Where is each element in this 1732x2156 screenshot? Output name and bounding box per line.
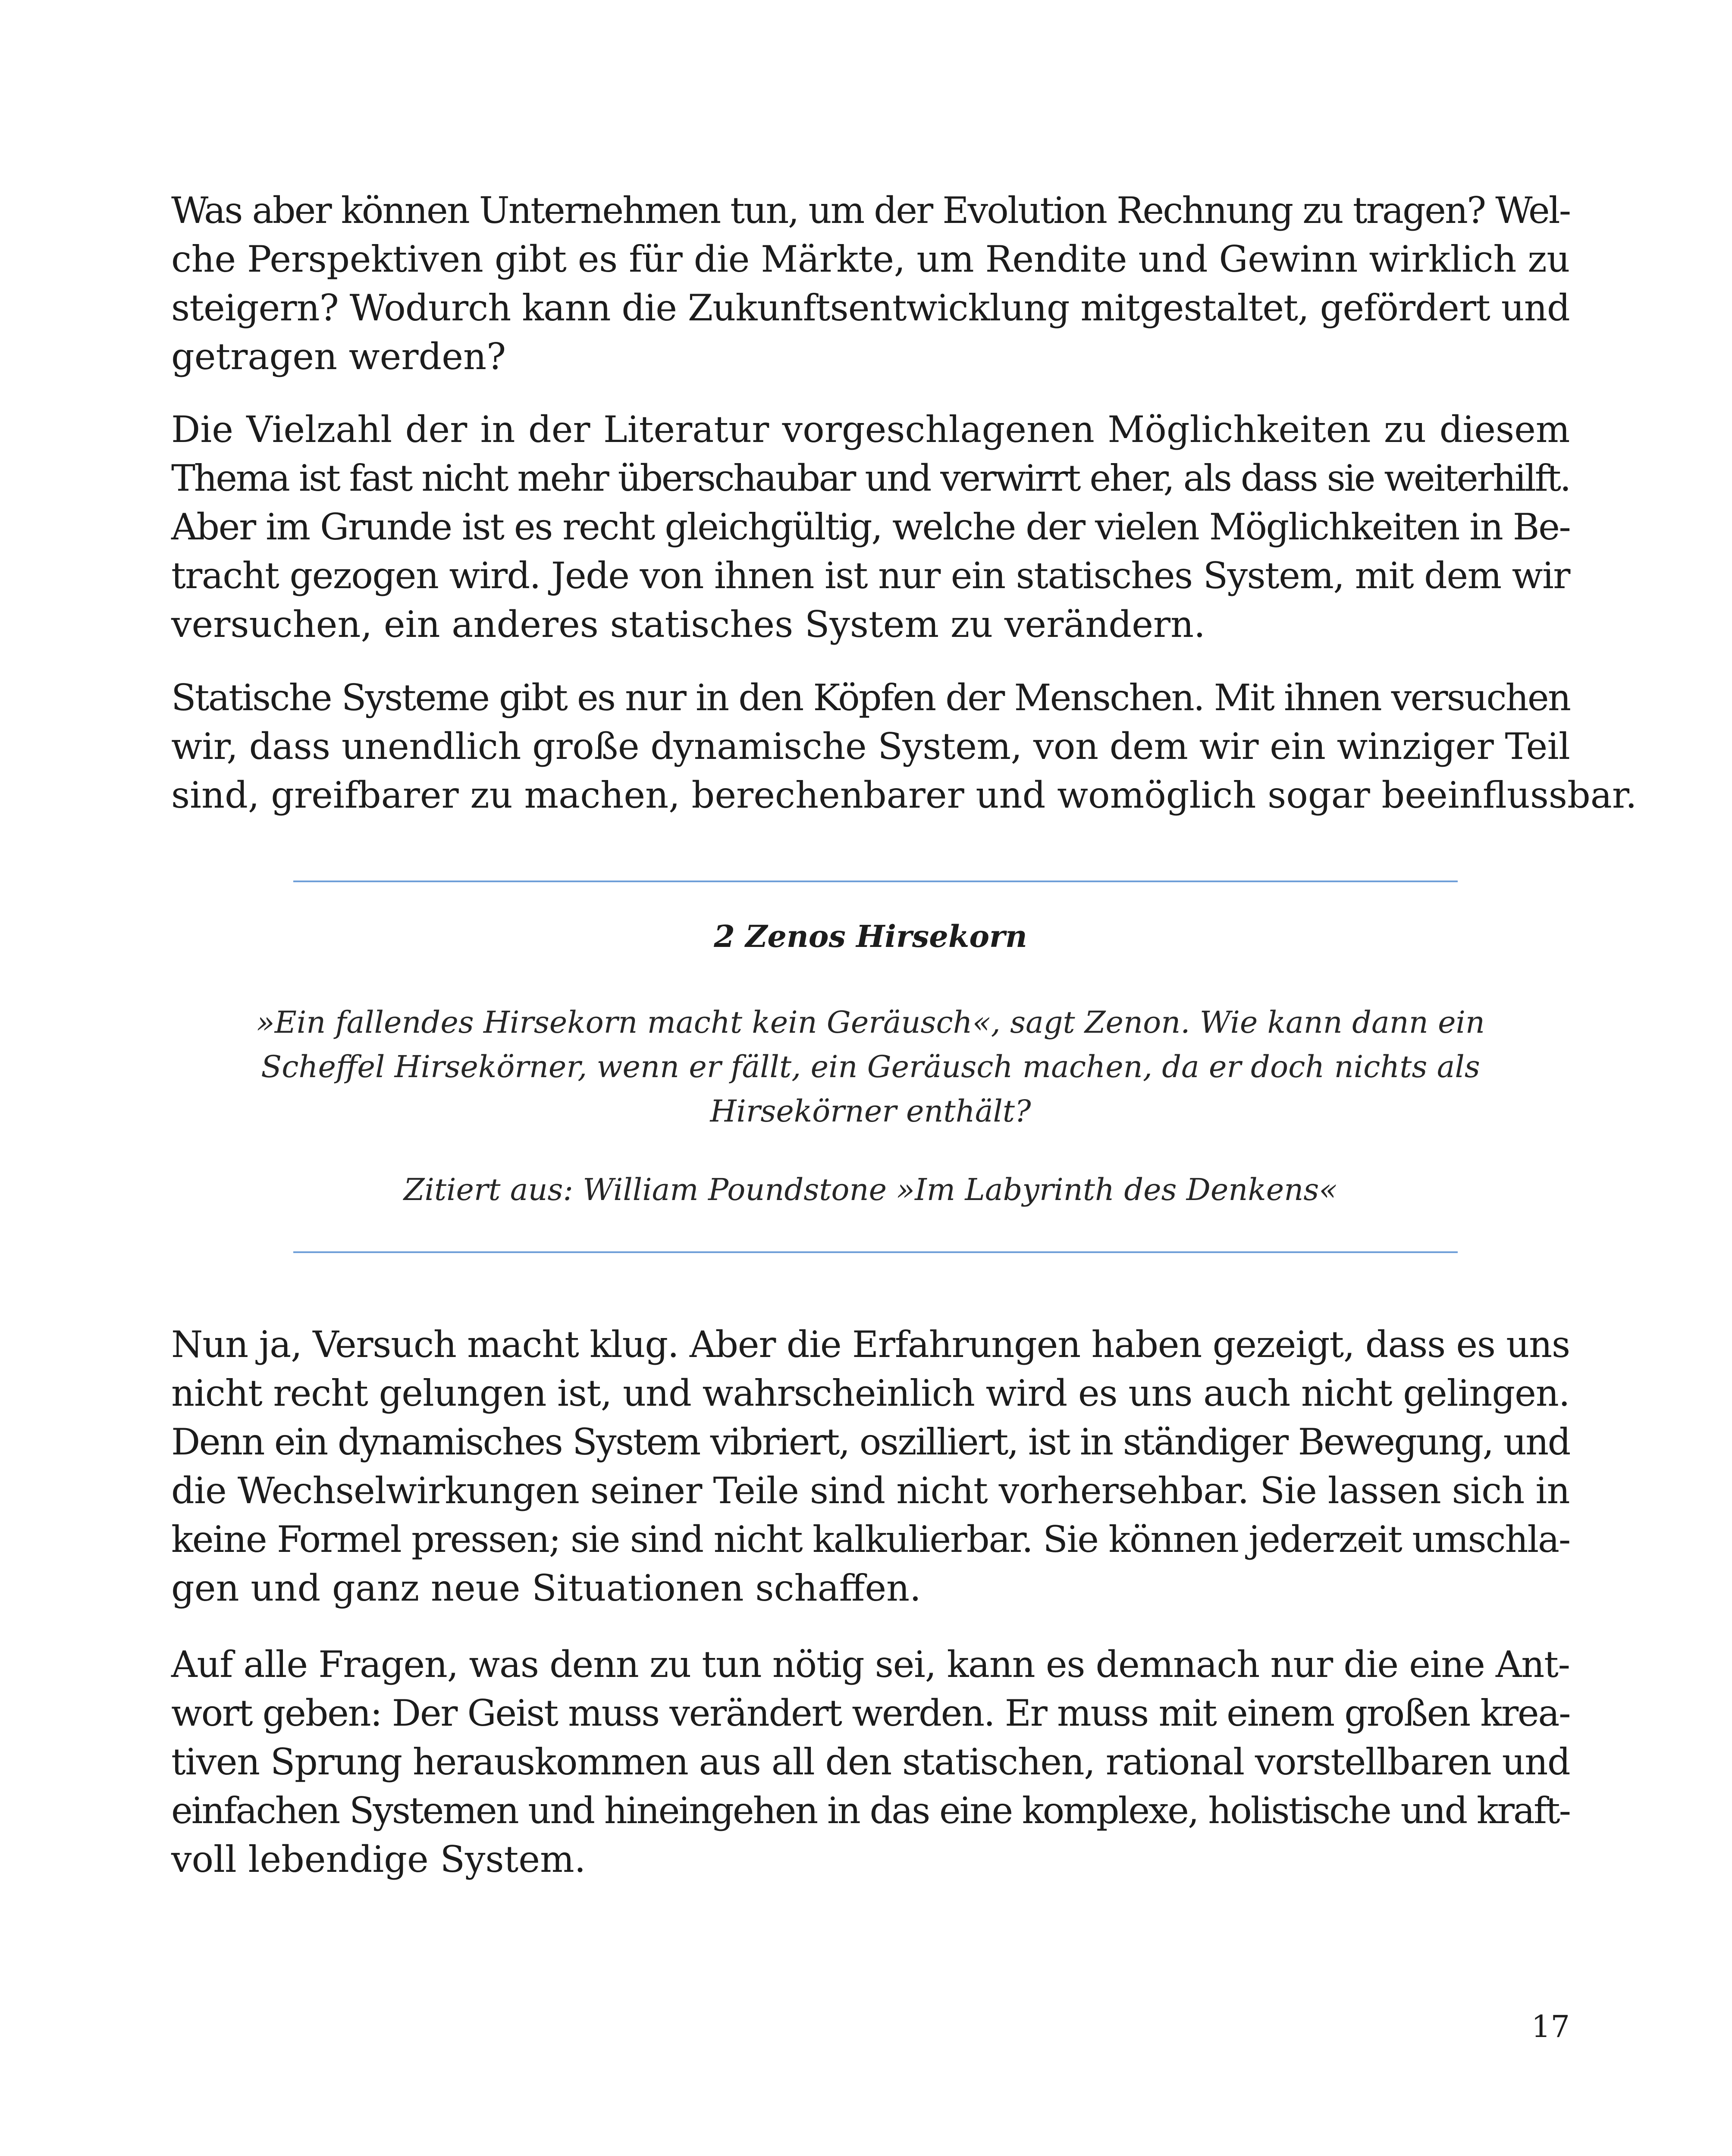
quote-line: Hirsekörner enthält? bbox=[710, 1094, 1031, 1129]
paragraph-line: che Perspektiven gibt es für die Märkte, um Rendite und Gewinn wirklich zu bbox=[171, 238, 1570, 280]
box-top-rule bbox=[293, 881, 1458, 882]
paragraph-line: gen und ganz neue Situationen schaffen. bbox=[171, 1567, 921, 1609]
paragraph-line: wir, dass unendlich große dynamische System, von dem wir ein winziger Teil bbox=[171, 725, 1570, 768]
quote-line: »Ein fallendes Hirsekorn macht kein Geräusch«, sagt Zenon. Wie kann dann ein bbox=[256, 1005, 1485, 1040]
paragraph-line: Denn ein dynamisches System vibriert, oszilliert, ist in ständiger Bewegung, und bbox=[171, 1421, 1570, 1463]
paragraph-line: Auf alle Fragen, was denn zu tun nötig sei, kann es demnach nur die eine Ant- bbox=[171, 1643, 1570, 1686]
paragraph-line: einfachen Systemen und hineingehen in das eine komplexe, holistische und kraft- bbox=[171, 1789, 1570, 1832]
paragraph-line: Nun ja, Versuch macht klug. Aber die Erfahrungen haben gezeigt, dass es uns bbox=[171, 1323, 1570, 1366]
paragraph-line: Statische Systeme gibt es nur in den Köpfen der Menschen. Mit ihnen versuchen bbox=[171, 677, 1570, 719]
paragraph-line: wort geben: Der Geist muss verändert werden. Er muss mit einem großen krea- bbox=[171, 1692, 1570, 1734]
paragraph-line: steigern? Wodurch kann die Zukunftsentwicklung mitgestaltet, gefördert und bbox=[171, 287, 1570, 329]
paragraph-line: nicht recht gelungen ist, und wahrscheinlich wird es uns auch nicht gelingen. bbox=[171, 1372, 1570, 1414]
paragraph-line: getragen werden? bbox=[171, 335, 506, 378]
paragraph-line: voll lebendige System. bbox=[171, 1838, 586, 1880]
paragraph-line: Was aber können Unternehmen tun, um der Evolution Rechnung zu tragen? Wel- bbox=[171, 189, 1570, 232]
paragraph-3 bbox=[171, 674, 1637, 820]
page-number: 17 bbox=[1531, 2009, 1570, 2044]
paragraph-5 bbox=[171, 1640, 1570, 1884]
box-bottom-rule bbox=[293, 1251, 1458, 1253]
quote-line: Scheffel Hirsekörner, wenn er fällt, ein Geräusch machen, da er doch nichts als bbox=[261, 1049, 1480, 1084]
paragraph-line: Thema ist fast nicht mehr überschaubar und verwirrt eher, als dass sie weiterhilft. bbox=[171, 457, 1570, 499]
paragraph-2 bbox=[171, 405, 1570, 649]
paragraph-4 bbox=[171, 1320, 1570, 1613]
paragraph-line: tracht gezogen wird. Jede von ihnen ist nur ein statisches System, mit dem wir bbox=[171, 555, 1570, 597]
paragraph-1 bbox=[171, 186, 1570, 381]
paragraph-line: versuchen, ein anderes statisches System zu verändern. bbox=[171, 603, 1205, 646]
box-title: 2 Zenos Hirsekorn bbox=[714, 918, 1027, 954]
paragraph-line: keine Formel pressen; sie sind nicht kalkulierbar. Sie können jederzeit umschla- bbox=[171, 1518, 1570, 1561]
paragraph-line: die Wechselwirkungen seiner Teile sind nicht vorhersehbar. Sie lassen sich in bbox=[171, 1470, 1570, 1512]
paragraph-line: Die Vielzahl der in der Literatur vorgeschlagenen Möglichkeiten zu diesem bbox=[171, 408, 1570, 451]
box-quote bbox=[171, 1000, 1570, 1134]
paragraph-line: Aber im Grunde ist es recht gleichgültig, welche der vielen Möglichkeiten in Be- bbox=[171, 506, 1570, 548]
box-source: Zitiert aus: William Poundstone »Im Labyrinth des Denkens« bbox=[403, 1172, 1338, 1207]
paragraph-line: tiven Sprung herauskommen aus all den statischen, rational vorstellbaren und bbox=[171, 1741, 1570, 1783]
paragraph-line: sind, greifbarer zu machen, berechenbarer und womöglich sogar beeinflussbar. bbox=[171, 774, 1637, 816]
